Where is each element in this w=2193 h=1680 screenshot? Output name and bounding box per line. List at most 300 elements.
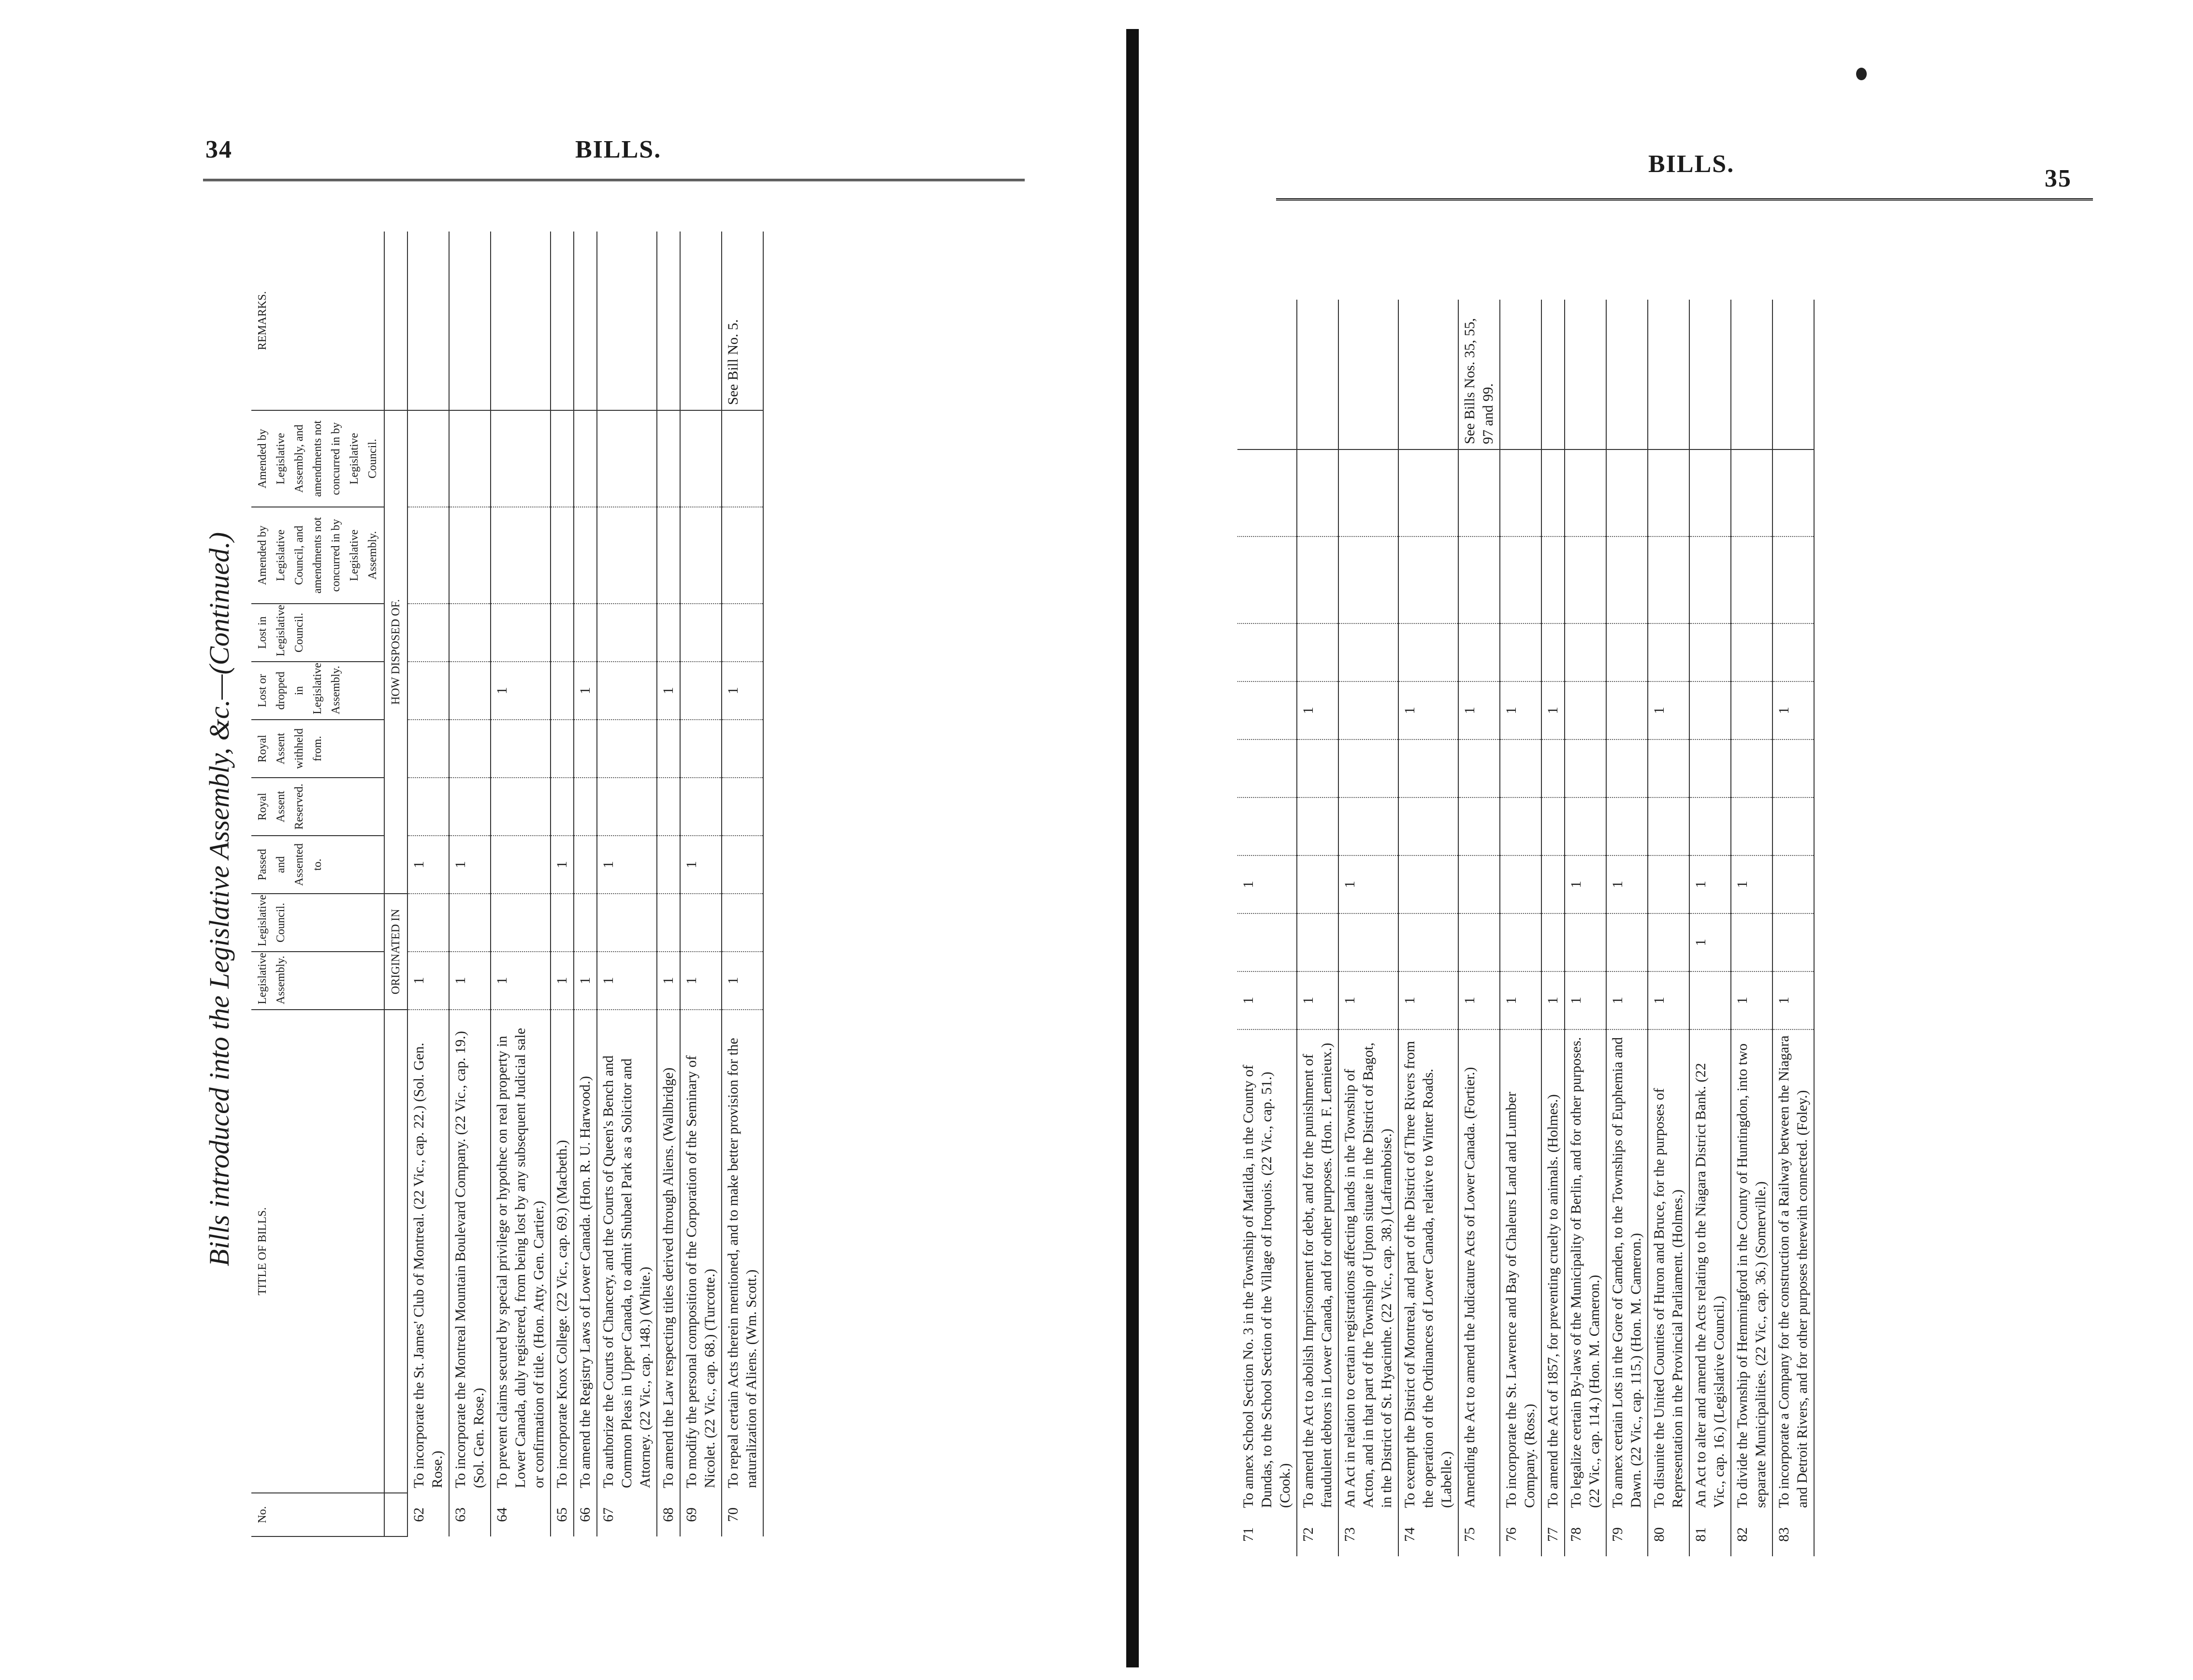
bill-title: To modify the personal composition of the Corporation of the Seminary of Nicolet. (22 Vic., cap. 68.) (Turcotte.): [680, 1010, 722, 1493]
disposition-mark: 1: [1541, 681, 1565, 739]
bill-remark: [1541, 300, 1565, 449]
disposition-mark: [574, 410, 597, 507]
disposition-mark: [1458, 855, 1500, 913]
disposition-mark: 1: [657, 662, 680, 720]
bill-remark: [551, 232, 574, 410]
disposition-mark: 1: [597, 836, 657, 894]
disposition-mark: [1541, 449, 1565, 536]
disposition-mark: [1297, 536, 1338, 623]
bill-title: To exempt the District of Montreal, and part of the District of Three Rivers from the operation of the Ordinances of Lower Canada, relative to Winter Roads. (Labelle.): [1398, 1029, 1458, 1513]
disposition-mark: [1606, 797, 1648, 855]
disposition-mark: [1500, 797, 1541, 855]
disposition-mark: [1731, 623, 1772, 681]
disposition-mark: [657, 720, 680, 778]
left-group-row: [384, 232, 407, 1536]
table-row: [1458, 300, 1500, 1556]
disposition-mark: [1689, 971, 1731, 1029]
disposition-mark: [1541, 536, 1565, 623]
book-gutter: [1126, 29, 1139, 1667]
disposition-mark: 1: [657, 952, 680, 1010]
bill-remark: [1237, 300, 1297, 449]
disposition-mark: [1731, 681, 1772, 739]
disposition-mark: 1: [551, 836, 574, 894]
disposition-mark: [1297, 739, 1338, 797]
disposition-mark: [1772, 623, 1814, 681]
bill-number: 76: [1500, 1513, 1541, 1556]
disposition-mark: [657, 836, 680, 894]
left-running-head: BILLS.: [575, 136, 662, 163]
bill-number: 66: [574, 1493, 597, 1536]
disposition-mark: [1398, 623, 1458, 681]
right-head-rule: [1276, 198, 2093, 201]
bill-remark: [1606, 300, 1648, 449]
disposition-mark: 1: [1689, 855, 1731, 913]
bill-number: 80: [1648, 1513, 1689, 1556]
disposition-mark: [491, 836, 551, 894]
disposition-mark: [1458, 623, 1500, 681]
disposition-mark: [1338, 449, 1398, 536]
disposition-mark: [1772, 797, 1814, 855]
bill-number: 73: [1338, 1513, 1398, 1556]
disposition-mark: [597, 507, 657, 604]
disposition-mark: [1458, 913, 1500, 971]
disposition-mark: 1: [1458, 681, 1500, 739]
disposition-mark: [722, 410, 763, 507]
table-row: [449, 232, 491, 1536]
disposition-mark: [657, 410, 680, 507]
disposition-mark: 1: [1338, 971, 1398, 1029]
disposition-mark: [574, 507, 597, 604]
disposition-mark: [551, 410, 574, 507]
disposition-mark: [1606, 913, 1648, 971]
disposition-mark: [1648, 449, 1689, 536]
bill-remark: [597, 232, 657, 410]
disposition-mark: [1458, 536, 1500, 623]
disposition-mark: [1648, 913, 1689, 971]
disposition-mark: [1398, 913, 1458, 971]
disposition-mark: 1: [449, 836, 491, 894]
disposition-mark: 1: [597, 952, 657, 1010]
disposition-mark: 1: [551, 952, 574, 1010]
table-row: [1237, 300, 1297, 1556]
bill-title: To legalize certain By-laws of the Municipality of Berlin, and for other purposes. (22 Vic., cap. 114.) (Hon. M. Cameron.): [1565, 1029, 1606, 1513]
disposition-mark: [1338, 536, 1398, 623]
right-table-wrapper: [1237, 300, 1815, 1556]
disposition-mark: [449, 410, 491, 507]
disposition-mark: [449, 778, 491, 836]
disposition-mark: [1541, 913, 1565, 971]
bill-title: To amend the Registry Laws of Lower Canada. (Hon. R. U. Harwood.): [574, 1010, 597, 1493]
table-row: [722, 232, 763, 1536]
disposition-mark: [597, 604, 657, 662]
disposition-mark: [491, 778, 551, 836]
table-row: [1731, 300, 1772, 1556]
bill-title: To annex certain Lots in the Gore of Camden, to the Townships of Euphemia and Dawn. (22 Vic., cap. 115.) (Hon. M. Cameron.): [1606, 1029, 1648, 1513]
disposition-mark: [1338, 623, 1398, 681]
disposition-mark: 1: [1772, 971, 1814, 1029]
disposition-mark: [657, 894, 680, 952]
disposition-mark: [1541, 797, 1565, 855]
disposition-mark: [1398, 797, 1458, 855]
disposition-mark: [1648, 536, 1689, 623]
bill-title: To repeal certain Acts therein mentioned, and to make better provision for the naturalization of Aliens. (Wm. Scott.): [722, 1010, 763, 1493]
disposition-mark: 1: [1689, 913, 1731, 971]
table-row: [407, 232, 449, 1536]
disposition-mark: 1: [1297, 971, 1338, 1029]
disposition-mark: [1565, 449, 1606, 536]
disposition-mark: [1398, 449, 1458, 536]
bill-number: 81: [1689, 1513, 1731, 1556]
disposition-mark: 1: [722, 952, 763, 1010]
bill-remark: [1338, 300, 1398, 449]
disposition-mark: [1772, 449, 1814, 536]
disposition-mark: [407, 778, 449, 836]
disposition-mark: [722, 604, 763, 662]
disposition-mark: [1565, 913, 1606, 971]
bill-title: To amend the Law respecting titles derived through Aliens. (Wallbridge): [657, 1010, 680, 1493]
bill-number: 78: [1565, 1513, 1606, 1556]
disposition-mark: [1565, 681, 1606, 739]
disposition-mark: [1237, 536, 1297, 623]
disposition-mark: [574, 778, 597, 836]
disposition-mark: [1772, 536, 1814, 623]
bill-number: 68: [657, 1493, 680, 1536]
bill-number: 79: [1606, 1513, 1648, 1556]
col-sub-6: Lost in Legislative Council.: [251, 604, 384, 662]
disposition-mark: [1338, 681, 1398, 739]
col-sub-0: Legislative Assembly.: [251, 952, 384, 1010]
disposition-mark: 1: [1398, 971, 1458, 1029]
bill-number: 65: [551, 1493, 574, 1536]
disposition-mark: [551, 720, 574, 778]
col-sub-2: Passed and Assented to.: [251, 836, 384, 894]
disposition-mark: [722, 720, 763, 778]
bill-title: Amending the Act to amend the Judicature Acts of Lower Canada. (Fortier.): [1458, 1029, 1500, 1513]
bill-number: 64: [491, 1493, 551, 1536]
disposition-mark: [449, 720, 491, 778]
table-row: [1338, 300, 1398, 1556]
disposition-mark: 1: [1606, 855, 1648, 913]
bill-remark: See Bills Nos. 35, 55, 97 and 99.: [1458, 300, 1500, 449]
disposition-mark: [1237, 913, 1297, 971]
bill-remark: [1648, 300, 1689, 449]
disposition-mark: 1: [449, 952, 491, 1010]
disposition-mark: [1689, 797, 1731, 855]
bill-title: To disunite the United Counties of Huron and Bruce, for the purposes of Representation in the Provincial Parliament. (Holmes.): [1648, 1029, 1689, 1513]
disposition-mark: [491, 507, 551, 604]
disposition-mark: [680, 604, 722, 662]
disposition-mark: [1565, 739, 1606, 797]
disposition-mark: [407, 662, 449, 720]
disposition-mark: [1606, 536, 1648, 623]
disposition-mark: [1541, 739, 1565, 797]
disposition-mark: [657, 507, 680, 604]
bill-number: 70: [722, 1493, 763, 1536]
disposition-mark: [1458, 449, 1500, 536]
disposition-mark: [1648, 739, 1689, 797]
disposition-mark: [722, 894, 763, 952]
disposition-mark: 1: [1398, 681, 1458, 739]
disposition-mark: [1398, 855, 1458, 913]
disposition-mark: 1: [1338, 855, 1398, 913]
bill-number: 72: [1297, 1513, 1338, 1556]
disposition-mark: [597, 720, 657, 778]
disposition-mark: 1: [1541, 971, 1565, 1029]
col-remarks-header: REMARKS.: [251, 232, 384, 410]
disposition-mark: [1541, 623, 1565, 681]
bill-remark: [657, 232, 680, 410]
disposition-mark: [1689, 536, 1731, 623]
disposition-mark: 1: [491, 662, 551, 720]
disposition-mark: [1606, 681, 1648, 739]
disposition-mark: [1689, 681, 1731, 739]
disposition-mark: [1398, 739, 1458, 797]
disposition-mark: [407, 507, 449, 604]
bill-remark: [574, 232, 597, 410]
disposition-mark: [1237, 449, 1297, 536]
table-row: [1689, 300, 1731, 1556]
bill-title: To incorporate the St. James' Club of Montreal. (22 Vic., cap. 22.) (Sol. Gen. Rose.): [407, 1010, 449, 1493]
bill-title: To authorize the Courts of Chancery, and the Courts of Queen's Bench and Common Pleas in Upper Canada, to admit Shubael Park as a Solicitor and Attorney. (22 Vic., cap. 148.) (White.): [597, 1010, 657, 1493]
disposition-mark: 1: [1500, 971, 1541, 1029]
disposition-mark: [1398, 536, 1458, 623]
bill-remark: See Bill No. 5.: [722, 232, 763, 410]
disposition-mark: 1: [680, 836, 722, 894]
table-row: [1500, 300, 1541, 1556]
disposition-mark: [491, 604, 551, 662]
disposition-mark: [449, 507, 491, 604]
disposition-mark: 1: [1565, 855, 1606, 913]
bill-number: 83: [1772, 1513, 1814, 1556]
disposition-mark: [1541, 855, 1565, 913]
disposition-mark: [680, 894, 722, 952]
disposition-mark: 1: [1565, 971, 1606, 1029]
disposition-mark: [680, 778, 722, 836]
disposition-mark: [680, 507, 722, 604]
bill-remark: [1689, 300, 1731, 449]
ink-speck: [1856, 68, 1867, 80]
right-page-number: 35: [2045, 165, 2072, 192]
left-head-rule: [203, 179, 1025, 181]
disposition-mark: 1: [1237, 971, 1297, 1029]
bill-number: 77: [1541, 1513, 1565, 1556]
disposition-mark: [722, 836, 763, 894]
disposition-mark: 1: [1772, 681, 1814, 739]
table-row: [1772, 300, 1814, 1556]
left-bills-table: [251, 232, 764, 1537]
left-table-body: [407, 232, 763, 1536]
disposition-mark: [551, 507, 574, 604]
col-sub-8: Amended by Legislative Assembly, and amendments not concurred in by Legislative Council.: [251, 410, 384, 507]
disposition-mark: 1: [407, 952, 449, 1010]
disposition-mark: [1297, 913, 1338, 971]
disposition-mark: [1648, 855, 1689, 913]
disposition-mark: [680, 662, 722, 720]
left-caption: Bills introduced into the Legislative Assembly, &c.—(Continued.): [203, 532, 235, 1266]
disposition-mark: [1458, 739, 1500, 797]
disposition-mark: 1: [680, 952, 722, 1010]
bill-title: To amend the Act to abolish Imprisonment for debt, and for the punishment of fraudulent debtors in Lower Canada, and for other purposes. (Hon. F. Lemieux.): [1297, 1029, 1338, 1513]
right-table-body: [1237, 300, 1814, 1556]
col-sub-1: Legislative Council.: [251, 894, 384, 952]
bill-title: An Act to alter and amend the Acts relating to the Niagara District Bank. (22 Vic., cap. 16.) (Legislative Council.): [1689, 1029, 1731, 1513]
bill-number: 67: [597, 1493, 657, 1536]
disposition-mark: [597, 662, 657, 720]
table-row: [1606, 300, 1648, 1556]
disposition-mark: [1731, 797, 1772, 855]
disposition-mark: [1297, 855, 1338, 913]
disposition-mark: [1689, 623, 1731, 681]
disposition-mark: [491, 720, 551, 778]
disposition-mark: [574, 836, 597, 894]
disposition-mark: [1338, 797, 1398, 855]
disposition-mark: 1: [1237, 855, 1297, 913]
disposition-mark: [1565, 536, 1606, 623]
disposition-mark: 1: [574, 662, 597, 720]
bill-remark: [449, 232, 491, 410]
bill-remark: [1731, 300, 1772, 449]
bill-remark: [1297, 300, 1338, 449]
table-row: [1648, 300, 1689, 1556]
disposition-mark: [1731, 739, 1772, 797]
disposition-mark: [1731, 536, 1772, 623]
disposition-mark: [1237, 623, 1297, 681]
bill-remark: [1398, 300, 1458, 449]
disposition-mark: [1500, 913, 1541, 971]
disposition-mark: [722, 778, 763, 836]
disposition-mark: 1: [1648, 971, 1689, 1029]
disposition-mark: [1338, 739, 1398, 797]
disposition-mark: 1: [1648, 681, 1689, 739]
col-sub-3: Royal Assent Reserved.: [251, 778, 384, 836]
disposition-mark: [722, 507, 763, 604]
bill-number: 63: [449, 1493, 491, 1536]
bill-number: 75: [1458, 1513, 1500, 1556]
disposition-mark: [407, 720, 449, 778]
bill-number: 74: [1398, 1513, 1458, 1556]
disposition-mark: [1500, 623, 1541, 681]
table-row: [597, 232, 657, 1536]
disposition-mark: [574, 894, 597, 952]
bill-remark: [407, 232, 449, 410]
bill-number: 69: [680, 1493, 722, 1536]
disposition-mark: [1772, 913, 1814, 971]
col-originated-header: ORIGINATED IN: [384, 894, 407, 1010]
bill-number: 82: [1731, 1513, 1772, 1556]
disposition-mark: [449, 604, 491, 662]
disposition-mark: 1: [1458, 971, 1500, 1029]
disposition-mark: [1648, 623, 1689, 681]
disposition-mark: [1689, 739, 1731, 797]
col-sub-4: Royal Assent withheld from.: [251, 720, 384, 778]
bill-remark: [1565, 300, 1606, 449]
table-row: [1541, 300, 1565, 1556]
left-table-wrapper: [251, 232, 764, 1537]
disposition-mark: [1648, 797, 1689, 855]
table-row: [680, 232, 722, 1536]
disposition-mark: [680, 410, 722, 507]
disposition-mark: [574, 720, 597, 778]
table-row: [1398, 300, 1458, 1556]
right-bills-table: [1237, 300, 1815, 1556]
disposition-mark: 1: [1606, 971, 1648, 1029]
disposition-mark: [491, 410, 551, 507]
disposition-mark: [1237, 681, 1297, 739]
disposition-mark: [1500, 739, 1541, 797]
col-title-header: TITLE OF BILLS.: [251, 1010, 384, 1493]
disposition-mark: [1689, 449, 1731, 536]
disposition-mark: [1565, 797, 1606, 855]
disposition-mark: [1500, 536, 1541, 623]
disposition-mark: 1: [1731, 855, 1772, 913]
disposition-mark: [1458, 797, 1500, 855]
disposition-mark: [551, 604, 574, 662]
disposition-mark: [1500, 449, 1541, 536]
disposition-mark: [1731, 913, 1772, 971]
bill-title: To incorporate Knox College. (22 Vic., cap. 69.) (Macbeth.): [551, 1010, 574, 1493]
disposition-mark: [407, 894, 449, 952]
disposition-mark: [680, 720, 722, 778]
disposition-mark: [597, 894, 657, 952]
bill-title: To prevent claims secured by special privilege or hypothec on real property in Lower Canada, duly registered, from being lost by any subsequent Judicial sale or confirmation of title. (Hon. Atty. Gen. Cartier.): [491, 1010, 551, 1493]
table-row: [657, 232, 680, 1536]
col-how-header: HOW DISPOSED OF.: [384, 410, 407, 894]
disposition-mark: [1297, 623, 1338, 681]
disposition-mark: 1: [1500, 681, 1541, 739]
disposition-mark: [597, 778, 657, 836]
disposition-mark: [1731, 449, 1772, 536]
disposition-mark: [1606, 449, 1648, 536]
bill-remark: [680, 232, 722, 410]
disposition-mark: [1565, 623, 1606, 681]
table-row: [574, 232, 597, 1536]
bill-title: To incorporate the St. Lawrence and Bay of Chaleurs Land and Lumber Company. (Ross.): [1500, 1029, 1541, 1513]
bill-title: An Act in relation to certain registrations affecting lands in the Township of Acton, and in that part of the Township of Upton situate in the District of Bagot, in the District of St. Hyacinthe. (22 Vic., cap. 38.) (Laframboise.): [1338, 1029, 1398, 1513]
bill-number: 71: [1237, 1513, 1297, 1556]
col-no-header: No.: [251, 1493, 384, 1536]
disposition-mark: [551, 778, 574, 836]
disposition-mark: [657, 778, 680, 836]
disposition-mark: 1: [722, 662, 763, 720]
disposition-mark: 1: [407, 836, 449, 894]
disposition-mark: [1297, 449, 1338, 536]
bill-title: To incorporate the Montreal Mountain Boulevard Company. (22 Vic., cap. 19.) (Sol. Gen. Rose.): [449, 1010, 491, 1493]
disposition-mark: [551, 894, 574, 952]
col-sub-7: Amended by Legislative Council, and amendments not concurred in by Legislative Assembly.: [251, 507, 384, 604]
table-row: [1565, 300, 1606, 1556]
disposition-mark: 1: [574, 952, 597, 1010]
disposition-mark: [1237, 739, 1297, 797]
table-row: [551, 232, 574, 1536]
disposition-mark: [1237, 797, 1297, 855]
left-header-row: [251, 232, 384, 1536]
bill-title: To amend the Act of 1857, for preventing cruelty to animals. (Holmes.): [1541, 1029, 1565, 1513]
bill-title: To divide the Township of Hemmingford in the County of Huntingdon, into two separate Municipalities. (22 Vic., cap. 36.) (Somerville.): [1731, 1029, 1772, 1513]
disposition-mark: [491, 894, 551, 952]
col-sub-5: Lost or dropped in Legislative Assembly.: [251, 662, 384, 720]
bill-remark: [1500, 300, 1541, 449]
disposition-mark: [1338, 913, 1398, 971]
disposition-mark: [1772, 855, 1814, 913]
disposition-mark: [1772, 739, 1814, 797]
disposition-mark: 1: [1731, 971, 1772, 1029]
disposition-mark: 1: [491, 952, 551, 1010]
bill-title: To incorporate a Company for the construction of a Railway between the Niagara and Detroit Rivers, and for other purposes therewith connected. (Foley.): [1772, 1029, 1814, 1513]
table-row: [491, 232, 551, 1536]
bill-number: 62: [407, 1493, 449, 1536]
disposition-mark: [574, 604, 597, 662]
disposition-mark: [1297, 797, 1338, 855]
